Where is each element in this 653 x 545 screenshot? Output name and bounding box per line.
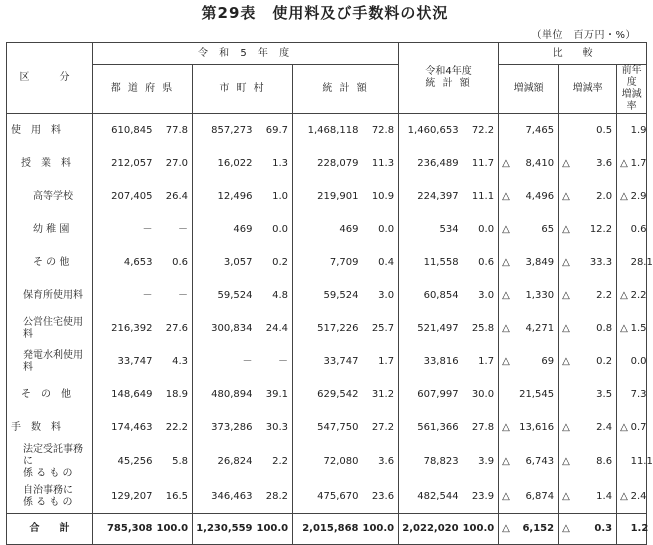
r4-ratio: 11.7: [463, 147, 499, 180]
r4-amount: 482,544: [417, 490, 459, 502]
prev-sign: △: [620, 190, 628, 202]
prev-sign: △: [620, 289, 628, 301]
header-zennen-1: 前年度: [621, 65, 642, 88]
pref-ratio: 0.6: [157, 246, 193, 279]
muni-amount: 12,496: [217, 190, 253, 202]
total-ratio: 27.2: [363, 411, 399, 444]
row-label: [7, 147, 93, 180]
row-label-text: 合 計: [29, 523, 70, 534]
diff-sign: △: [502, 456, 510, 467]
muni-amount: －: [242, 355, 253, 367]
total-ratio: 1.7: [363, 345, 399, 378]
total-ratio: 100.0: [363, 514, 399, 545]
diff-sign: △: [499, 514, 513, 545]
total-ratio: 31.2: [363, 378, 399, 411]
diff-amount: 3,849: [513, 246, 559, 279]
pref-amount: 212,057: [111, 157, 153, 169]
total-amount: 219,901: [317, 190, 359, 202]
r4-amount: 1,460,653: [407, 124, 459, 136]
prev-sign: [617, 444, 631, 480]
prev-sign: △: [620, 490, 628, 502]
diff-sign: [499, 378, 513, 411]
r4-ratio: 1.7: [463, 345, 499, 378]
table-row: [7, 246, 647, 279]
pref-ratio: 27.0: [157, 147, 193, 180]
diff-amount: 21,545: [513, 378, 559, 411]
muni-ratio: 39.1: [257, 378, 293, 411]
r4-amount: 521,497: [417, 322, 459, 334]
header-zennen: [617, 65, 647, 114]
row-label-text: 保育所使用料: [23, 289, 83, 301]
pref-ratio: 18.9: [157, 378, 193, 411]
pref-ratio: 77.8: [157, 114, 193, 148]
header-kubun: 区 分: [7, 43, 93, 114]
rate-sign: △: [559, 514, 573, 545]
header-zougen: 増減額: [499, 65, 559, 114]
prev-sign: △: [620, 421, 628, 433]
prev-sign: [617, 213, 631, 246]
header-tokei: 統 計 額: [293, 65, 399, 114]
header-r4-label: 令和4年度: [425, 66, 472, 77]
r4-ratio: 72.2: [463, 114, 499, 148]
total-ratio: 3.0: [363, 279, 399, 312]
rate-sign: △: [562, 456, 570, 467]
r4-ratio: 27.8: [463, 411, 499, 444]
row-label-text: 公営住宅使用料: [23, 316, 83, 340]
diff-amount: 6,743: [513, 444, 559, 480]
r4-amount: 2,022,020: [399, 514, 463, 545]
header-r4: [399, 43, 499, 114]
prev-rate: 2.2: [631, 279, 647, 312]
diff-amount: 65: [513, 213, 559, 246]
row-label-line2: 係 る も の: [23, 468, 73, 479]
diff-amount: 4,496: [513, 180, 559, 213]
diff-sign: △: [502, 190, 510, 202]
pref-ratio: 16.5: [157, 480, 193, 514]
rate-sign: △: [562, 289, 570, 301]
muni-ratio: 1.3: [257, 147, 293, 180]
header-zennen-2: 増減率: [621, 89, 642, 112]
diff-rate: 0.8: [573, 312, 617, 345]
prev-sign: △: [620, 322, 628, 334]
table-row: [7, 180, 647, 213]
diff-rate: 0.3: [573, 514, 617, 545]
rate-sign: △: [562, 223, 570, 235]
r4-ratio: 30.0: [463, 378, 499, 411]
table-row: [7, 147, 647, 180]
diff-amount: 4,271: [513, 312, 559, 345]
muni-ratio: 24.4: [257, 312, 293, 345]
row-label: [7, 480, 93, 514]
r4-ratio: 3.9: [463, 444, 499, 480]
pref-amount: 610,845: [111, 124, 153, 136]
prev-rate: 7.3: [631, 378, 647, 411]
total-amount: 72,080: [323, 456, 359, 467]
row-label-text: 授 業 料: [21, 157, 71, 169]
diff-amount: 6,874: [513, 480, 559, 514]
row-label: [7, 246, 93, 279]
total-ratio: 25.7: [363, 312, 399, 345]
muni-ratio: 28.2: [257, 480, 293, 514]
diff-sign: △: [502, 223, 510, 235]
pref-amount: －: [142, 289, 153, 301]
pref-ratio: 27.6: [157, 312, 193, 345]
pref-ratio: －: [157, 279, 193, 312]
prev-rate: 0.7: [631, 411, 647, 444]
r4-amount: 534: [439, 223, 459, 235]
muni-ratio: 69.7: [257, 114, 293, 148]
header-hikaku: 比 較: [499, 43, 647, 65]
diff-rate: 3.5: [573, 378, 617, 411]
prev-sign: [617, 378, 631, 411]
rate-sign: △: [562, 256, 570, 268]
diff-rate: 33.3: [573, 246, 617, 279]
header-zougenritsu: 増減率: [559, 65, 617, 114]
pref-amount: 785,308: [93, 514, 157, 545]
pref-amount: 33,747: [117, 355, 153, 367]
r4-amount: 33,816: [423, 355, 459, 367]
table-row: [7, 213, 647, 246]
muni-amount: 469: [233, 223, 253, 235]
table-row: [7, 514, 647, 545]
pref-ratio: 100.0: [157, 514, 193, 545]
muni-amount: 1,230,559: [193, 514, 257, 545]
prev-rate: 11.1: [631, 444, 647, 480]
total-amount: 7,709: [329, 256, 359, 268]
prev-rate: 1.7: [631, 147, 647, 180]
row-label-text: 幼 稚 園: [33, 223, 70, 235]
prev-rate: 2.4: [631, 480, 647, 514]
pref-amount: 148,649: [111, 388, 153, 400]
muni-amount: 346,463: [211, 490, 253, 502]
table-body: [7, 114, 653, 545]
total-amount: 33,747: [323, 355, 359, 367]
table-row: [7, 279, 647, 312]
total-amount: 475,670: [317, 490, 359, 502]
diff-rate: 2.4: [573, 411, 617, 444]
muni-ratio: －: [257, 345, 293, 378]
row-label-text: そ の 他: [21, 388, 71, 400]
pref-ratio: 26.4: [157, 180, 193, 213]
r4-ratio: 25.8: [463, 312, 499, 345]
r4-ratio: 0.0: [463, 213, 499, 246]
diff-sign: △: [502, 256, 510, 268]
total-amount: 2,015,868: [293, 514, 363, 545]
total-amount: 59,524: [323, 289, 359, 301]
pref-amount: 216,392: [111, 322, 153, 334]
row-label-text: 発電水利使用料: [23, 349, 83, 373]
r4-amount: 607,997: [417, 388, 459, 400]
total-amount: 228,079: [317, 157, 359, 169]
muni-amount: 373,286: [211, 421, 253, 433]
pref-amount: 129,207: [111, 490, 153, 502]
pref-ratio: －: [157, 213, 193, 246]
muni-amount: 300,834: [211, 322, 253, 334]
r4-amount: 11,558: [423, 256, 459, 268]
row-label: [7, 279, 93, 312]
header-todofuken: 都 道 府 県: [93, 65, 193, 114]
diff-rate: 1.4: [573, 480, 617, 514]
total-ratio: 10.9: [363, 180, 399, 213]
muni-amount: 59,524: [217, 289, 253, 301]
rate-sign: △: [562, 157, 570, 169]
row-label-text: 高等学校: [33, 190, 73, 202]
table-row: [7, 378, 647, 411]
row-label: [7, 312, 93, 345]
pref-amount: 4,653: [123, 256, 153, 268]
muni-amount: 16,022: [217, 157, 253, 169]
prev-rate: 28.1: [631, 246, 647, 279]
prev-sign: [617, 246, 631, 279]
r4-ratio: 11.1: [463, 180, 499, 213]
muni-amount: 857,273: [211, 124, 253, 136]
total-amount: 469: [339, 223, 359, 235]
diff-amount: 8,410: [513, 147, 559, 180]
diff-rate: 8.6: [573, 444, 617, 480]
total-amount: 629,542: [317, 388, 359, 400]
prev-rate: 1.5: [631, 312, 647, 345]
muni-ratio: 1.0: [257, 180, 293, 213]
rate-sign: △: [562, 190, 570, 202]
row-label: [7, 514, 93, 545]
row-label: [7, 444, 93, 480]
header-r4-sub: 統 計 額: [425, 78, 472, 89]
diff-sign: △: [502, 322, 510, 334]
diff-rate: 0.5: [573, 114, 617, 148]
r4-ratio: 3.0: [463, 279, 499, 312]
prev-sign: △: [620, 157, 628, 169]
muni-ratio: 30.3: [257, 411, 293, 444]
rate-sign: △: [562, 421, 570, 433]
page-title: 第29表 使用料及び手数料の状況: [201, 4, 449, 22]
muni-amount: 3,057: [223, 256, 253, 268]
r4-ratio: 23.9: [463, 480, 499, 514]
table-row: [7, 444, 647, 480]
prev-rate: 1.2: [631, 514, 647, 545]
diff-sign: △: [502, 355, 510, 367]
r4-ratio: 100.0: [463, 514, 499, 545]
diff-rate: 2.2: [573, 279, 617, 312]
row-label-text: そ の 他: [33, 256, 70, 268]
prev-rate: 1.9: [631, 114, 647, 148]
prev-rate: 0.0: [631, 345, 647, 378]
pref-ratio: 5.8: [157, 444, 193, 480]
prev-rate: 0.6: [631, 213, 647, 246]
muni-ratio: 2.2: [257, 444, 293, 480]
diff-sign: △: [502, 490, 510, 502]
unit-note: （単位 百万円・%）: [531, 30, 636, 41]
total-amount: 517,226: [317, 322, 359, 334]
prev-sign: [617, 114, 631, 148]
table-row: [7, 480, 647, 514]
r4-amount: 78,823: [423, 456, 459, 467]
total-ratio: 0.0: [363, 213, 399, 246]
rate-sign: △: [562, 490, 570, 502]
row-label: [7, 180, 93, 213]
table-row: [7, 312, 647, 345]
row-label-line1: 法定受託事務に: [23, 444, 83, 467]
total-ratio: 3.6: [363, 444, 399, 480]
table-row: [7, 345, 647, 378]
muni-amount: 480,894: [211, 388, 253, 400]
diff-rate: 3.6: [573, 147, 617, 180]
diff-rate: 0.2: [573, 345, 617, 378]
pref-amount: 174,463: [111, 421, 153, 433]
row-label: [7, 345, 93, 378]
rate-sign: △: [562, 322, 570, 334]
diff-amount: 13,616: [513, 411, 559, 444]
pref-amount: 207,405: [111, 190, 153, 202]
diff-sign: △: [502, 289, 510, 301]
r4-ratio: 0.6: [463, 246, 499, 279]
diff-rate: 2.0: [573, 180, 617, 213]
row-label: [7, 378, 93, 411]
muni-ratio: 0.0: [257, 213, 293, 246]
muni-ratio: 4.8: [257, 279, 293, 312]
r4-amount: 60,854: [423, 289, 459, 301]
row-label: [7, 114, 93, 148]
diff-amount: 7,465: [513, 114, 559, 148]
row-label-line2: 係 る も の: [23, 496, 73, 508]
row-label-text: 手 数 料: [11, 421, 61, 433]
table-row: [7, 411, 647, 444]
pref-ratio: 22.2: [157, 411, 193, 444]
pref-amount: 45,256: [117, 456, 153, 467]
total-ratio: 72.8: [363, 114, 399, 148]
pref-ratio: 4.3: [157, 345, 193, 378]
muni-ratio: 100.0: [257, 514, 293, 545]
row-label: [7, 213, 93, 246]
diff-amount: 1,330: [513, 279, 559, 312]
diff-sign: △: [502, 157, 510, 169]
total-amount: 547,750: [317, 421, 359, 433]
header-shichoson: 市 町 村: [193, 65, 293, 114]
muni-ratio: 0.2: [257, 246, 293, 279]
prev-sign: [617, 514, 631, 545]
diff-amount: 69: [513, 345, 559, 378]
row-label-text: 使 用 料: [11, 124, 61, 136]
usage-fee-table: [6, 42, 653, 545]
total-ratio: 11.3: [363, 147, 399, 180]
r4-amount: 561,366: [417, 421, 459, 433]
muni-amount: 26,824: [217, 456, 253, 467]
pref-amount: －: [142, 223, 153, 235]
rate-sign: △: [562, 355, 570, 367]
rate-sign: [559, 114, 573, 148]
rate-sign: [559, 378, 573, 411]
r4-amount: 236,489: [417, 157, 459, 169]
row-label-line1: 自治事務に: [23, 484, 73, 496]
diff-amount: 6,152: [513, 514, 559, 545]
diff-rate: 12.2: [573, 213, 617, 246]
prev-sign: [617, 345, 631, 378]
total-ratio: 23.6: [363, 480, 399, 514]
diff-sign: [499, 114, 513, 148]
diff-sign: △: [502, 421, 510, 433]
table-row: [7, 114, 647, 148]
prev-rate: 2.9: [631, 180, 647, 213]
r4-amount: 224,397: [417, 190, 459, 202]
row-label: [7, 411, 93, 444]
total-ratio: 0.4: [363, 246, 399, 279]
header-r5: 令 和 5 年 度: [93, 43, 399, 65]
total-amount: 1,468,118: [307, 124, 359, 136]
